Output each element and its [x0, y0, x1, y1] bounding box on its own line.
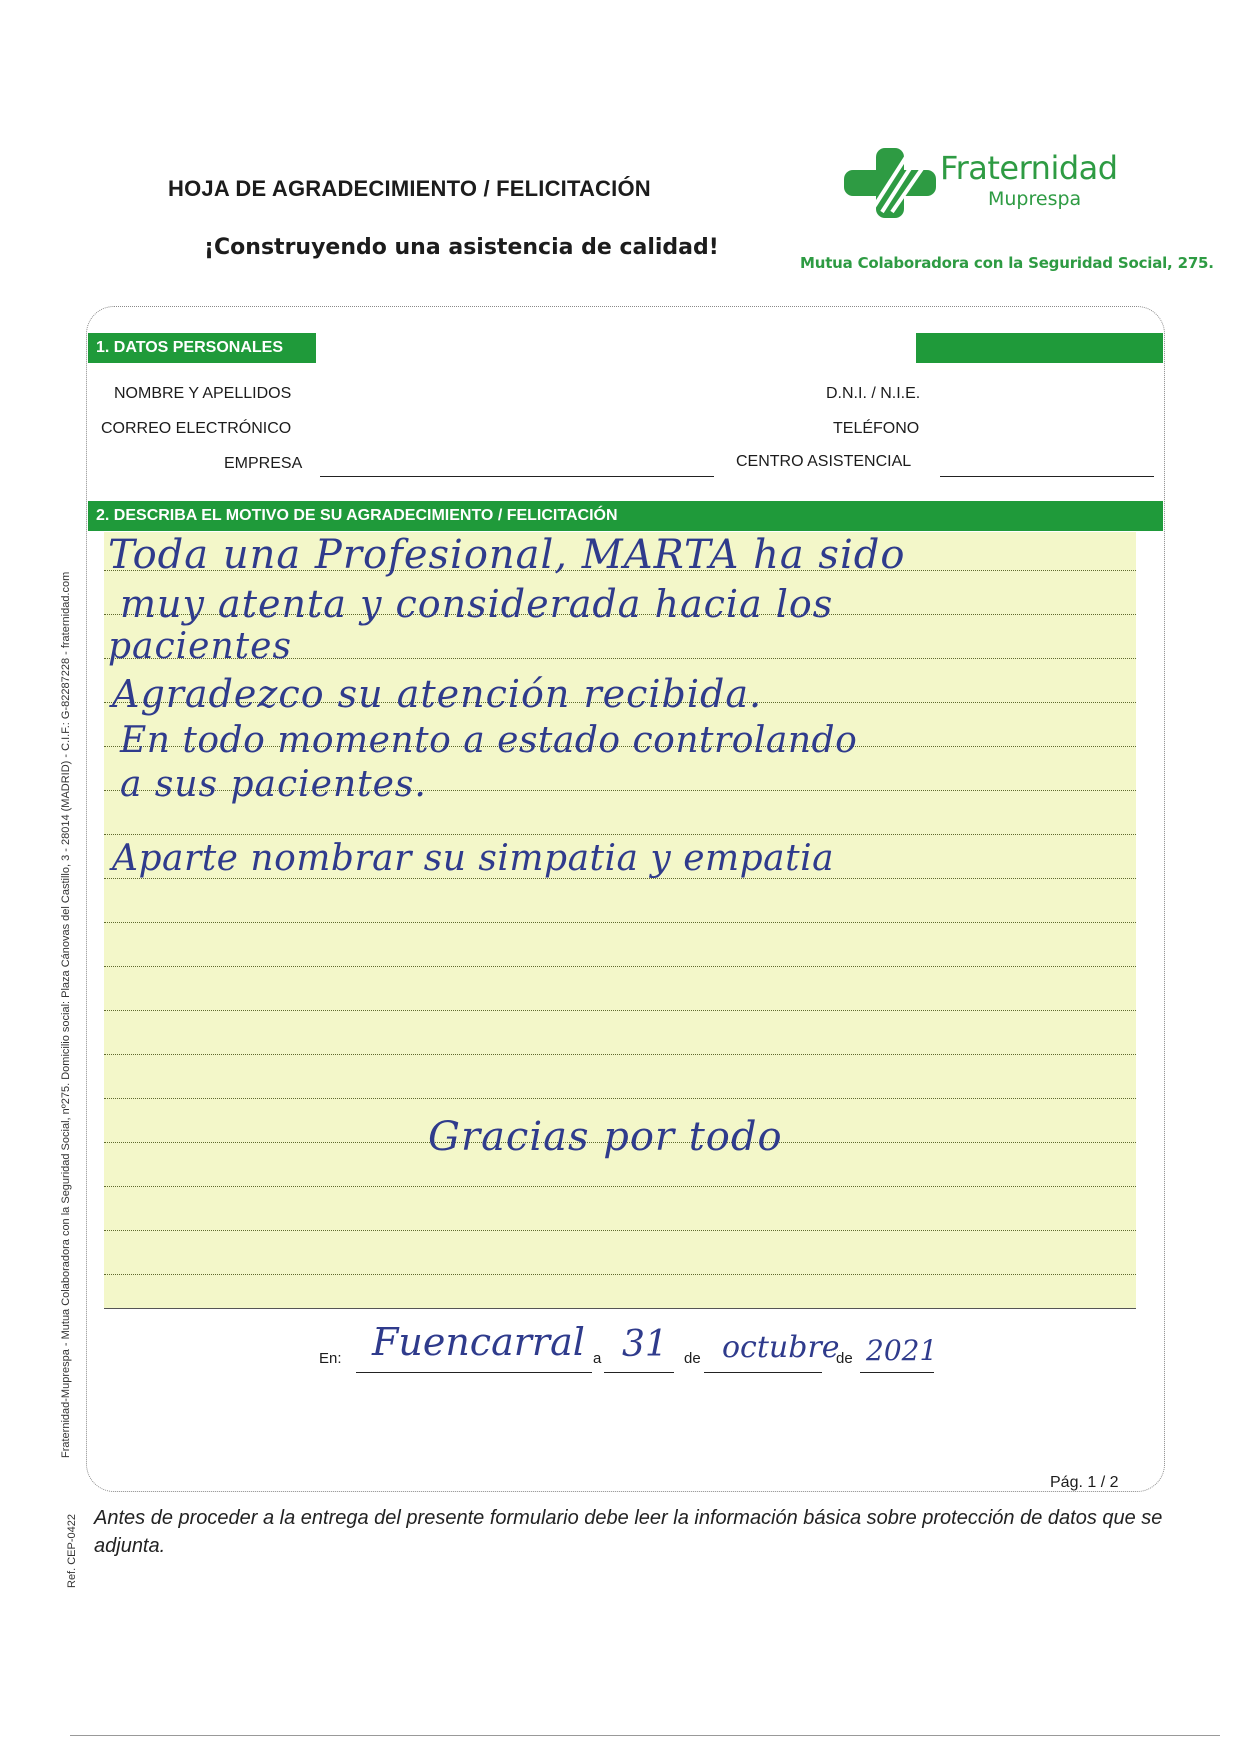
data-protection-note: Antes de proceder a la entrega del presente formulario debe leer la información básica sobre protección de datos que se adjunta.: [94, 1507, 1163, 1557]
redaction-bar: [316, 333, 916, 363]
brand-sub: Muprespa: [988, 188, 1082, 210]
form-title: HOJA DE AGRADECIMIENTO / FELICITACIÓN: [168, 176, 651, 201]
month-field[interactable]: [704, 1372, 822, 1373]
year-field[interactable]: [860, 1372, 934, 1373]
section-personal-data-header: [88, 333, 1163, 363]
ruled-line: [104, 1098, 1136, 1099]
form-subtitle: ¡Construyendo una asistencia de calidad!: [204, 235, 719, 260]
handwritten-line: pacientes: [108, 626, 292, 667]
center-label: CENTRO ASISTENCIAL: [736, 453, 912, 470]
place-field[interactable]: [356, 1372, 592, 1373]
month-value: octubre: [722, 1330, 840, 1365]
handwritten-closing: Gracias por todo: [428, 1114, 783, 1160]
ruled-line: [104, 834, 1136, 835]
day-value: 31: [622, 1324, 668, 1365]
section-reason-header: [88, 501, 1163, 531]
company-field[interactable]: [320, 476, 714, 477]
de-label-2: de: [836, 1350, 853, 1367]
section-2-heading: 2. DESCRIBA EL MOTIVO DE SU AGRADECIMIENTO / FELICITACIÓN: [96, 507, 618, 524]
handwritten-line: Toda una Profesional, MARTA ha sido: [108, 532, 906, 578]
brand-name: Fraternidad: [940, 149, 1118, 187]
mutua-tagline: Mutua Colaboradora con la Seguridad Social, 275.: [800, 254, 1214, 272]
name-label: NOMBRE Y APELLIDOS: [114, 385, 292, 402]
center-field[interactable]: [940, 476, 1154, 477]
ruled-line: [104, 1186, 1136, 1187]
ruled-line: [104, 922, 1136, 923]
place-value: Fuencarral: [372, 1320, 585, 1364]
page-number: Pág. 1 / 2: [1050, 1474, 1119, 1491]
company-label: EMPRESA: [224, 455, 303, 472]
ruled-line: [104, 1010, 1136, 1011]
ruled-line: [104, 966, 1136, 967]
reference-code: Ref. CEP-0422: [66, 1514, 78, 1588]
year-value: 2021: [866, 1334, 938, 1367]
handwritten-line: Aparte nombrar su simpatia y empatia: [112, 838, 835, 879]
legal-sideline: Fraternidad-Muprespa - Mutua Colaboradora con la Seguridad Social, nº275. Domicilio social: Plaza Cánovas del Castillo, 3 - 28014 (MADRID) - C.I.F.: G-82287228 - fraternidad.com: [60, 571, 72, 1458]
brand-wordmark: [940, 149, 1118, 210]
handwritten-line: muy atenta y considerada hacia los: [120, 582, 834, 626]
bottom-divider: [70, 1735, 1220, 1736]
handwritten-line: En todo momento a estado controlando: [120, 720, 858, 761]
a-label: a: [593, 1350, 602, 1367]
dni-label: D.N.I. / N.I.E.: [826, 385, 921, 402]
ruled-line: [104, 1274, 1136, 1275]
phone-label: TELÉFONO: [833, 420, 920, 437]
ruled-line: [104, 1230, 1136, 1231]
handwritten-line: a sus pacientes.: [120, 764, 427, 805]
handwritten-line: Agradezco su atención recibida.: [112, 672, 763, 716]
day-field[interactable]: [604, 1372, 674, 1373]
section-1-heading: 1. DATOS PERSONALES: [96, 339, 283, 356]
de-label-1: de: [684, 1350, 701, 1367]
en-label: En:: [319, 1350, 342, 1367]
email-label: CORREO ELECTRÓNICO: [101, 420, 292, 437]
ruled-line: [104, 1054, 1136, 1055]
